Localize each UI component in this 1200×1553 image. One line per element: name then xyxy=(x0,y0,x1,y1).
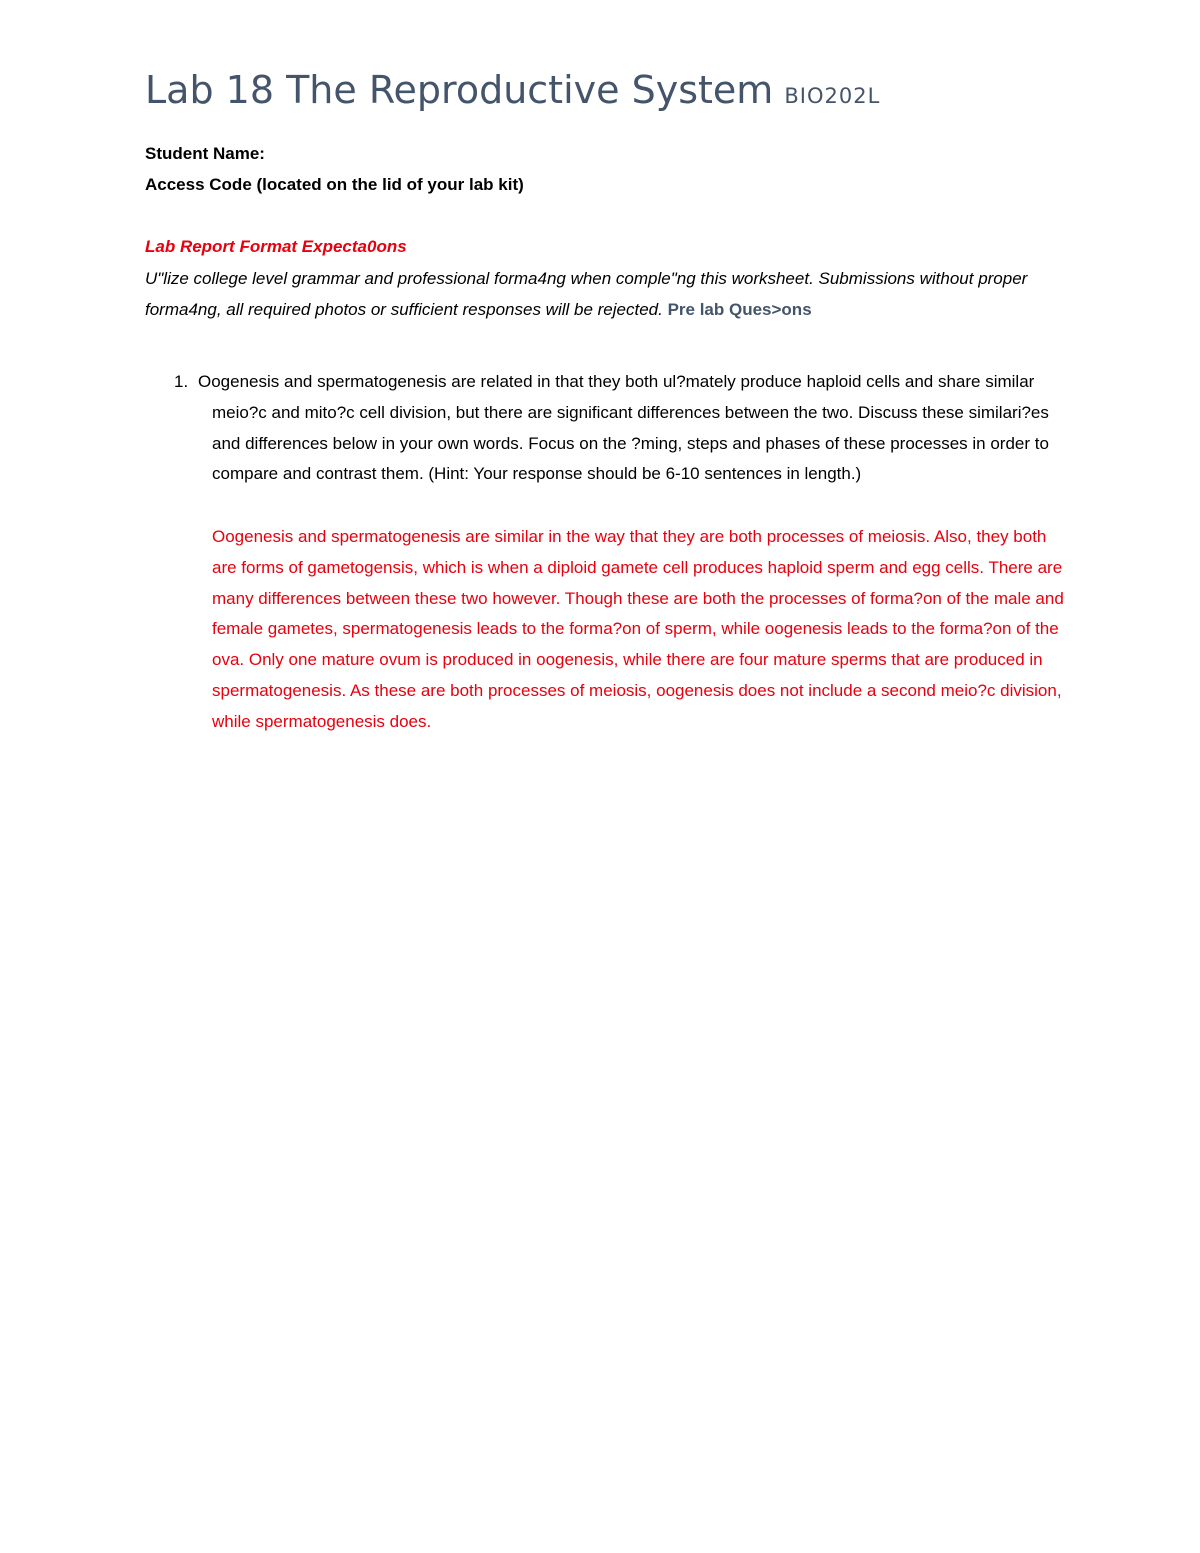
document-title xyxy=(145,68,880,112)
question-number: 1. xyxy=(174,372,189,391)
question-text: Oogenesis and spermatogenesis are related in that they both ul?mately produce haploid cells and share similar meio?c and mito?c cell division, but there are significant differences between the two. Discuss these similari?es and differences below in your own words. Focus on the ?ming, steps and phases of these processes in order to compare and contrast them. (Hint: Your response should be 6-10 sentences in length.) xyxy=(198,372,1049,484)
format-expectations xyxy=(145,231,1065,326)
title-text: Lab 18 The Reproductive System xyxy=(145,68,774,112)
format-paragraph xyxy=(145,263,1065,326)
prelab-heading: Pre lab Ques>ons xyxy=(667,300,812,319)
answer-text[interactable]: Oogenesis and spermatogenesis are similar in the way that they are both processes of meiosis. Also, they both are forms of gametogensis, which is when a diploid gamete cell produces haploid sperm and egg cells. There are many differences between these two however. Though these are both the processes of forma?on of the male and female gametes, spermatogenesis leads to the forma?on of sperm, while oogenesis leads to the forma?on of the ova. Only one mature ovum is produced in oogenesis, while there are four mature sperms that are produced in spermatogenesis. As these are both processes of meiosis, oogenesis does not include a second meio?c division, while spermatogenesis does. xyxy=(212,527,1064,731)
student-info xyxy=(145,138,524,200)
question-item xyxy=(174,367,1064,490)
format-text: U"lize college level grammar and professional forma4ng when comple"ng this worksheet. Submissions without proper forma4ng, all required photos or sufficient responses will be rejected. xyxy=(145,268,1028,319)
student-name-label: Student Name: xyxy=(145,144,265,163)
format-heading: Lab Report Format Expecta0ons xyxy=(145,237,407,256)
course-code: BIO202L xyxy=(784,84,881,108)
access-code-label: Access Code (located on the lid of your lab kit) xyxy=(145,175,524,194)
